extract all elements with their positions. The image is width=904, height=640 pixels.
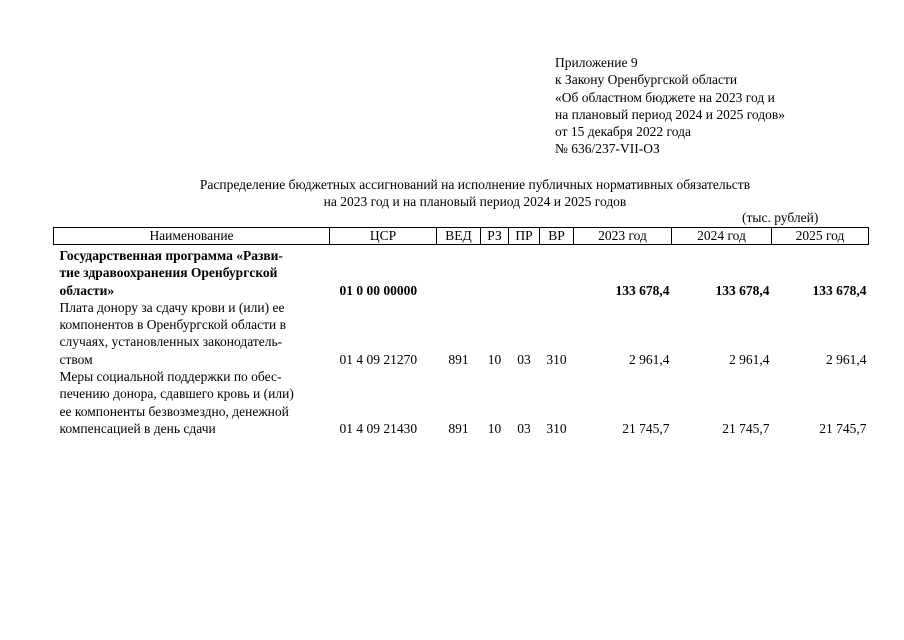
table-row	[54, 299, 869, 368]
document-title	[54, 176, 896, 210]
row-2023: 2 961,4	[629, 351, 670, 367]
row-vr: 310	[546, 420, 567, 436]
row-name-line: печению донора, сдавшего кровь и (или)	[59, 386, 294, 402]
row-2025: 21 745,7	[819, 420, 867, 436]
row-rz: 10	[487, 420, 502, 436]
header-2025: 2025 год	[772, 228, 869, 245]
row-name	[54, 299, 330, 368]
row-name-line: компенсацией в день сдачи	[59, 420, 216, 436]
row-2025: 2 961,4	[826, 351, 867, 367]
row-name-line: Меры социальной поддержки по обес-	[59, 369, 282, 385]
appendix-block	[555, 54, 785, 158]
header-vr: ВР	[540, 228, 574, 245]
row-ved: 891	[448, 351, 469, 367]
table-header-row	[54, 228, 869, 245]
row-csr: 01 4 09 21270	[339, 351, 418, 367]
appendix-line: на плановый период 2024 и 2025 годов»	[555, 106, 786, 122]
row-2025: 133 678,4	[812, 282, 867, 298]
row-name	[54, 245, 330, 299]
row-vr: 310	[546, 351, 567, 367]
appendix-line: к Закону Оренбургской области	[555, 72, 738, 88]
row-2023: 21 745,7	[622, 420, 670, 436]
row-vr	[540, 245, 574, 299]
row-name	[54, 368, 330, 437]
row-name-line: тие здравоохранения Оренбургской	[59, 265, 278, 281]
row-name-line: области»	[59, 282, 115, 298]
row-pr	[509, 245, 540, 299]
row-name-line: Плата донору за сдачу крови и (или) ее	[59, 299, 285, 315]
row-name-line: Государственная программа «Разви-	[59, 248, 283, 263]
appendix-line: № 636/237-VII-ОЗ	[555, 141, 660, 157]
row-name-line: случаях, установленных законодатель-	[59, 334, 283, 350]
title-line-1: Распределение бюджетных ассигнований на исполнение публичных нормативных обязательств	[199, 177, 751, 192]
title-line-2: на 2023 год и на плановый период 2024 и 2025 годов	[323, 194, 627, 209]
row-2024: 21 745,7	[722, 420, 770, 436]
row-2024: 2 961,4	[729, 351, 770, 367]
row-ved	[437, 245, 481, 299]
row-csr: 01 4 09 21430	[339, 420, 418, 436]
row-ved: 891	[448, 420, 469, 436]
table-row	[54, 368, 869, 437]
header-2023: 2023 год	[574, 228, 672, 245]
appendix-line: Приложение 9	[555, 55, 638, 70]
header-2024: 2024 год	[672, 228, 772, 245]
row-pr: 03	[517, 420, 531, 436]
table-row	[54, 245, 869, 299]
row-name-line: ством	[59, 351, 93, 367]
row-rz	[481, 245, 509, 299]
header-rz: РЗ	[481, 228, 509, 245]
budget-table	[53, 227, 869, 437]
header-pr: ПР	[509, 228, 540, 245]
appendix-line: «Об областном бюджете на 2023 год и	[555, 89, 775, 105]
appendix-line: от 15 декабря 2022 года	[555, 124, 691, 140]
row-name-line: компонентов в Оренбургской области в	[59, 317, 286, 333]
row-pr: 03	[517, 351, 531, 367]
row-2024: 133 678,4	[715, 282, 770, 298]
units-label: (тыс. рублей)	[742, 210, 819, 225]
header-name: Наименование	[54, 228, 330, 245]
header-csr: ЦСР	[330, 228, 437, 245]
row-name-line: ее компоненты безвозмездно, денежной	[59, 403, 289, 419]
row-rz: 10	[487, 351, 502, 367]
row-2023: 133 678,4	[615, 282, 670, 298]
header-ved: ВЕД	[437, 228, 481, 245]
row-csr: 01 0 00 00000	[339, 282, 418, 298]
